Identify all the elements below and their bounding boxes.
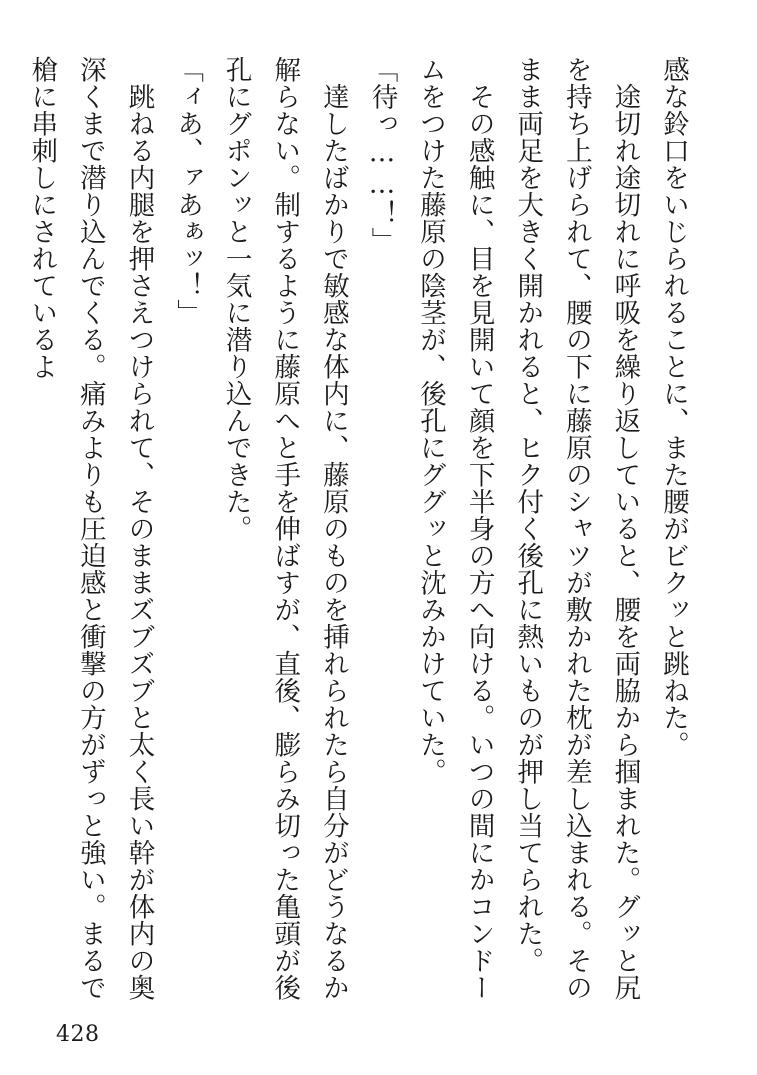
vertical-body-text	[26, 56, 697, 1016]
paragraph-2: 途切れ途切れに呼吸を繰り返していると、腰を両脇から掴まれた。グッと尻を持ち上げられて、腰の下に藤原のシャツが敷かれた枕が差し込まれる。そのまま両足を大きく開かれると、ヒク付く後孔に熱いものが押し当てられた。	[512, 56, 641, 1001]
paragraph-3: その感触に、目を見開いて顔を下半身の方へ向ける。いつの間にかコンドームをつけた藤原の陰茎が、後孔にググッと沈みかけていた。	[415, 56, 495, 1001]
paragraph-5: 跳ねる内腿を押さえつけられて、そのままズブズブと太く長い幹が体内の奥深くまで潜り込んでくる。痛みよりも圧迫感と衝撃の方がずっと強い。まるで槍に串刺しにされているよ	[26, 56, 155, 1001]
page-number: 428	[56, 1022, 100, 1047]
paragraph-1: 感な鈴口をいじられることに、また腰がビクッと跳ねた。	[658, 56, 689, 758]
dialogue-2: 「ィあ、ァあぁッ！」	[172, 56, 204, 326]
dialogue-1: 「待っ……！」	[366, 56, 398, 254]
paragraph-4: 達したばかりで敏感な体内に、藤原のものを挿れられたら自分がどうなるか解らない。制するように藤原へと手を伸ばすが、直後、膨らみ切った亀頭が後孔にグポンッと一気に潜り込んできた。	[220, 56, 349, 1001]
